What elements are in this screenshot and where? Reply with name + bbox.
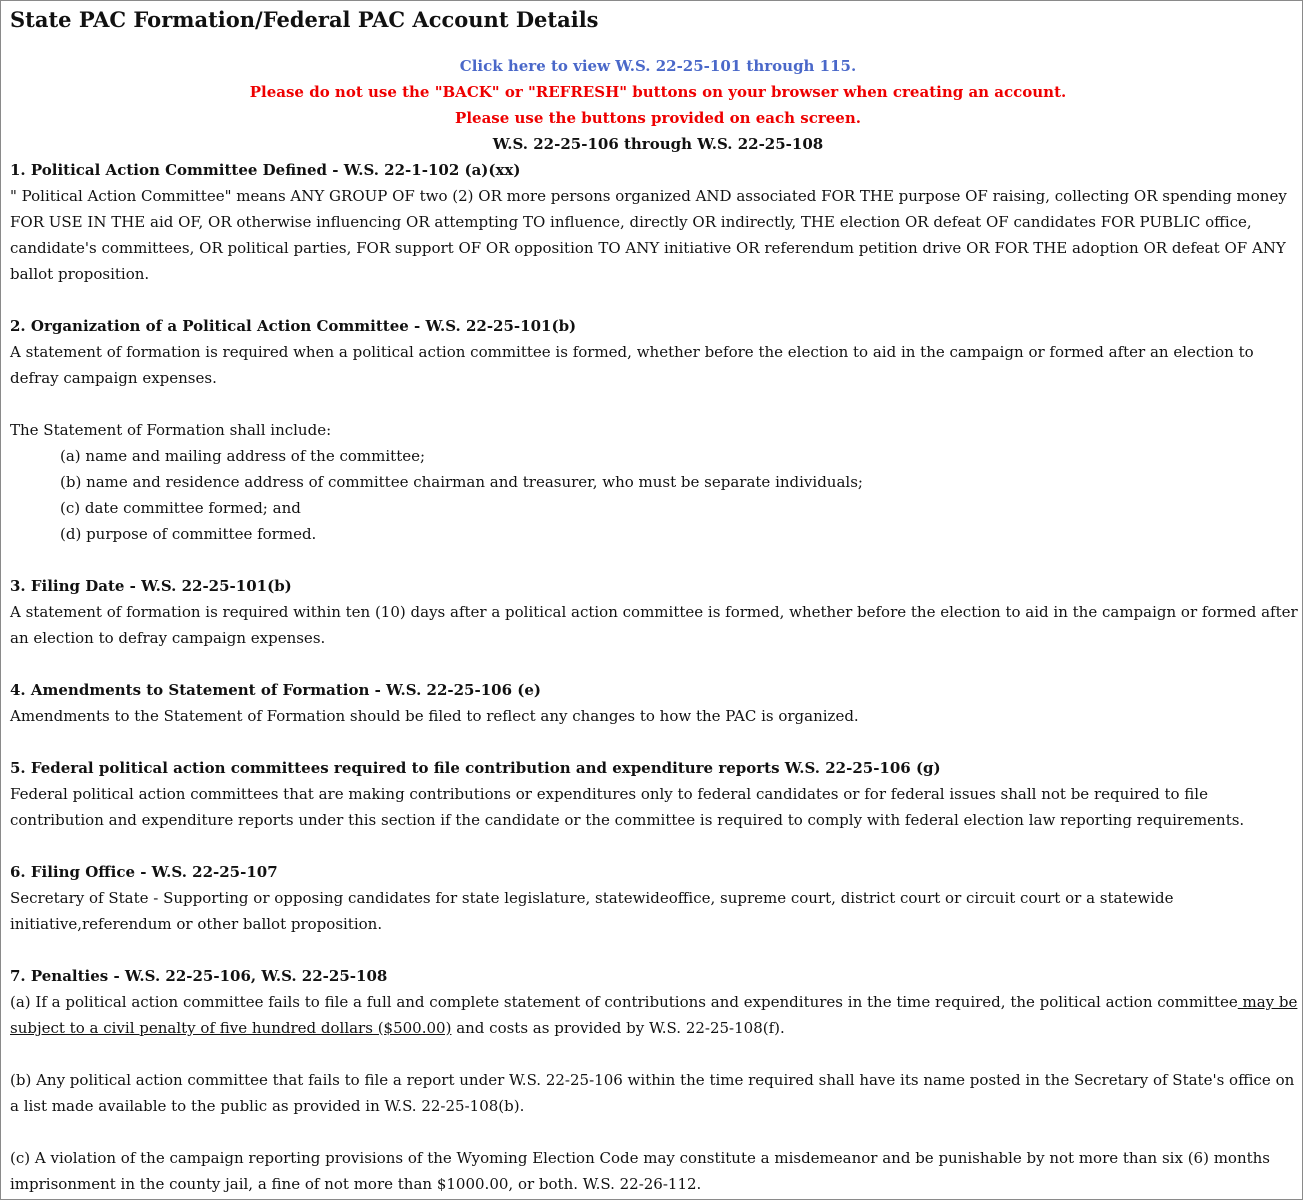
section-heading-amendments: 4. Amendments to Statement of Formation - W.S. 22-25-106 (e) bbox=[10, 681, 541, 699]
formation-list-item: (a) name and mailing address of the committee; bbox=[60, 447, 426, 465]
spacer bbox=[10, 729, 1302, 755]
section-heading-federal-pac: 5. Federal political action committees required to file contribution and expenditure reports W.S. 22-25-106 (g) bbox=[10, 759, 941, 777]
spacer bbox=[10, 547, 1302, 573]
formation-list-item: (c) date committee formed; and bbox=[60, 499, 301, 517]
section-heading-pac-defined: 1. Political Action Committee Defined - W.S. 22-1-102 (a)(xx) bbox=[10, 161, 521, 179]
statute-range: W.S. 22-25-106 through W.S. 22-25-108 bbox=[492, 135, 824, 153]
formation-list-item: (b) name and residence address of committee chairman and treasurer, who must be separate individuals; bbox=[60, 473, 863, 491]
formation-list-item: (d) purpose of committee formed. bbox=[60, 525, 317, 543]
statute-link[interactable]: Click here to view W.S. 22-25-101 through 115. bbox=[459, 57, 857, 75]
penalty-c: (c) A violation of the campaign reporting provisions of the Wyoming Election Code may constitute a misdemeanor and be punishable by not more than six (6) months imprisonment in the county jail, a fine of not more than $1000.00, or both. W.S. 22-26-112. bbox=[10, 1149, 1271, 1193]
spacer bbox=[10, 391, 1302, 417]
spacer bbox=[10, 937, 1302, 963]
penalty-a-suffix: and costs as provided by W.S. 22-25-108(f). bbox=[451, 1019, 785, 1037]
section-heading-organization: 2. Organization of a Political Action Committee - W.S. 22-25-101(b) bbox=[10, 317, 577, 335]
browser-warning: Please do not use the "BACK" or "REFRESH" buttons on your browser when creating an account. bbox=[249, 83, 1067, 101]
section-body-pac-defined: " Political Action Committee" means ANY GROUP OF two (2) OR more persons organized AND associated FOR THE purpose OF raising, collecting OR spending money FOR USE IN THE aid OF, OR otherwise influencing OR attempting TO influence, directly OR indirectly, THE election OR defeat OF candidates FOR PUBLIC office, candidate's committees, OR political parties, FOR support OF OR opposition TO ANY initiative OR referendum petition drive OR FOR THE adoption OR defeat OF ANY ballot proposition. bbox=[10, 187, 1287, 283]
section-body-filing-date: A statement of formation is required within ten (10) days after a political action committee is formed, whether before the election to aid in the campaign or formed after an election to defray campaign expenses. bbox=[10, 603, 1298, 647]
penalty-a-text: (a) If a political action committee fails to file a full and complete statement of contributions and expenditures in the time required, the political action committee bbox=[10, 993, 1238, 1011]
section-heading-filing-office: 6. Filing Office - W.S. 22-25-107 bbox=[10, 863, 278, 881]
penalty-a bbox=[10, 989, 1302, 1041]
penalty-a-underlined: may be subject to a civil penalty of five hundred dollars ($500.00) bbox=[10, 993, 1298, 1037]
spacer bbox=[10, 287, 1302, 313]
formation-list-intro: The Statement of Formation shall include: bbox=[10, 421, 332, 439]
section-body-federal-pac: Federal political action committees that are making contributions or expenditures only to federal candidates or for federal issues shall not be required to file contribution and expenditure reports under this section if the candidate or the committee is required to comply with federal election law reporting requirements. bbox=[10, 785, 1245, 829]
section-body-amendments: Amendments to the Statement of Formation should be filed to reflect any changes to how the PAC is organized. bbox=[10, 707, 859, 725]
section-heading-penalties: 7. Penalties - W.S. 22-25-106, W.S. 22-25-108 bbox=[10, 967, 388, 985]
spacer bbox=[10, 833, 1302, 859]
section-body-filing-office: Secretary of State - Supporting or opposing candidates for state legislature, statewideoffice, supreme court, district court or circuit court or a statewide initiative,referendum or other ballot proposition. bbox=[10, 889, 1174, 933]
spacer bbox=[10, 651, 1302, 677]
section-heading-filing-date: 3. Filing Date - W.S. 22-25-101(b) bbox=[10, 577, 292, 595]
spacer bbox=[10, 1041, 1302, 1067]
content-area bbox=[10, 53, 1302, 1197]
penalty-b: (b) Any political action committee that fails to file a report under W.S. 22-25-106 within the time required shall have its name posted in the Secretary of State's office on a list made available to the public as provided in W.S. 22-25-108(b). bbox=[10, 1071, 1295, 1115]
spacer bbox=[10, 1119, 1302, 1145]
button-warning: Please use the buttons provided on each screen. bbox=[455, 109, 861, 127]
section-body-organization: A statement of formation is required when a political action committee is formed, whether before the election to aid in the campaign or formed after an election to defray campaign expenses. bbox=[10, 343, 1254, 387]
page-title: State PAC Formation/Federal PAC Account Details bbox=[10, 7, 599, 32]
